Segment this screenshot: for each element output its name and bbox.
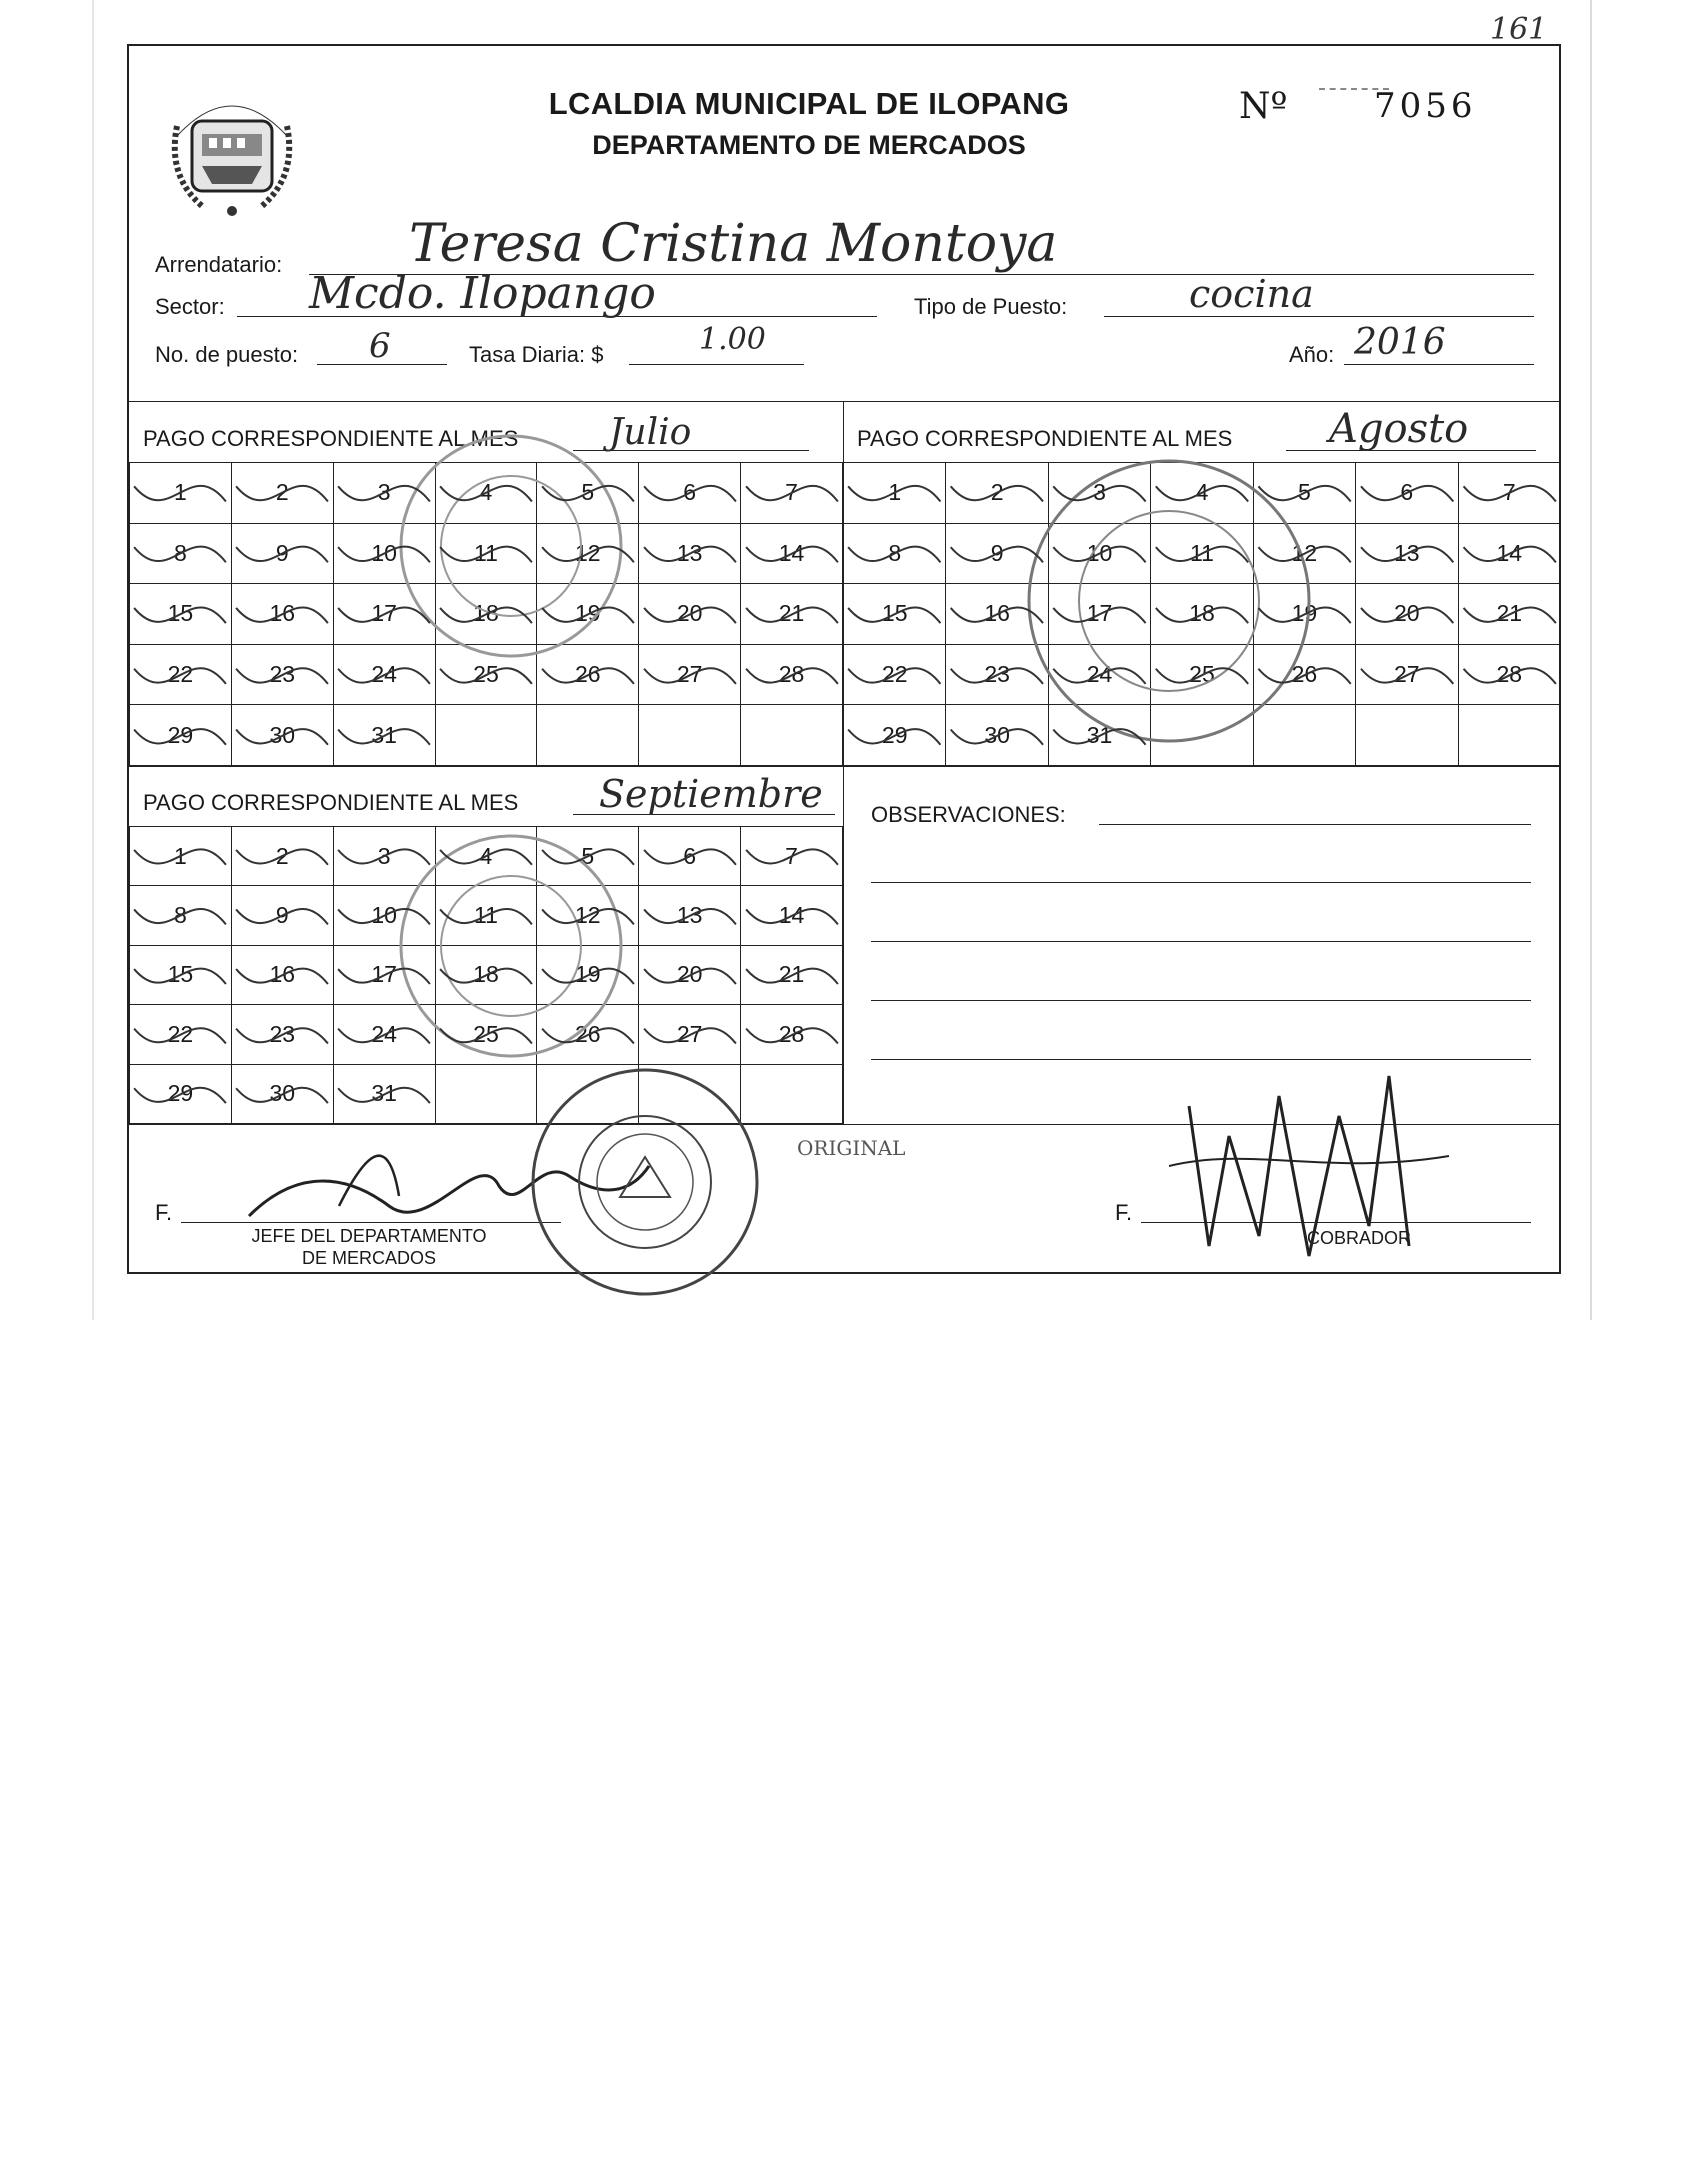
day-cell: 2 (231, 827, 333, 886)
day-cell: 24 (333, 1005, 435, 1064)
day-cell: 26 (537, 644, 639, 705)
day-cell: 6 (639, 827, 741, 886)
day-cell: 5 (537, 827, 639, 886)
day-cell: 15 (130, 945, 232, 1004)
day-cell: 28 (1458, 644, 1560, 705)
municipal-seal-icon (157, 76, 307, 226)
day-cell: 8 (130, 523, 232, 584)
stamp-agosto (1019, 451, 1319, 751)
right-signature-drawing (1169, 1056, 1469, 1266)
day-cell: 6 (639, 463, 741, 524)
tasa-label: Tasa Diaria: $ (469, 342, 604, 367)
day-cell: 12 (537, 523, 639, 584)
day-cell: 18 (435, 945, 537, 1004)
day-cell (741, 705, 843, 766)
day-cell: 4 (435, 827, 537, 886)
day-cell: 18 (1151, 584, 1253, 645)
scan-edge-right (1590, 0, 1592, 1320)
day-cell: 21 (741, 584, 843, 645)
day-cell: 2 (946, 463, 1048, 524)
month-septiembre-value: Septiembre (599, 772, 823, 816)
day-cell: 28 (741, 644, 843, 705)
day-cell: 3 (1048, 463, 1150, 524)
puesto-label: No. de puesto: (155, 342, 299, 367)
day-cell: 25 (435, 644, 537, 705)
day-cell: 31 (333, 1064, 435, 1123)
observaciones-label: OBSERVACIONES: (871, 802, 1066, 827)
day-cell: 1 (844, 463, 946, 524)
arrendatario-value: Teresa Cristina Montoya (409, 214, 1058, 274)
day-cell: 18 (435, 584, 537, 645)
day-cell: 16 (231, 945, 333, 1004)
original-label: ORIGINAL (797, 1136, 906, 1160)
day-cell: 20 (639, 945, 741, 1004)
day-cell: 29 (844, 705, 946, 766)
day-cell: 23 (946, 644, 1048, 705)
month-agosto-label: PAGO CORRESPONDIENTE AL MES (857, 426, 1233, 451)
day-cell: 3 (333, 827, 435, 886)
day-cell: 9 (946, 523, 1048, 584)
header-subtitle: DEPARTAMENTO DE MERCADOS (592, 130, 1026, 160)
day-cell: 20 (1356, 584, 1458, 645)
day-cell: 14 (741, 523, 843, 584)
day-row (130, 705, 843, 766)
observaciones-line-2 (871, 941, 1531, 942)
day-cell: 5 (537, 463, 639, 524)
observaciones-line-0 (1099, 824, 1531, 825)
day-cell: 31 (333, 705, 435, 766)
day-cell: 4 (435, 463, 537, 524)
right-signature-f: F. (1115, 1200, 1133, 1225)
day-cell: 5 (1253, 463, 1355, 524)
day-cell: 16 (946, 584, 1048, 645)
left-signature-caption-1: JEFE DEL DEPARTAMENTO (251, 1226, 487, 1246)
number-label: Nº (1239, 86, 1288, 127)
day-cell: 1 (130, 463, 232, 524)
day-cell: 28 (741, 1005, 843, 1064)
day-cell: 27 (639, 1005, 741, 1064)
day-cell: 1 (130, 827, 232, 886)
day-cell (537, 705, 639, 766)
day-cell: 7 (741, 827, 843, 886)
day-cell: 11 (435, 523, 537, 584)
arrendatario-label: Arrendatario: (155, 252, 283, 277)
day-cell: 29 (130, 705, 232, 766)
day-cell: 8 (844, 523, 946, 584)
left-signature-f: F. (155, 1200, 173, 1225)
day-cell: 13 (639, 523, 741, 584)
number-value: 7056 (1374, 86, 1477, 126)
left-signature-caption-2: DE MERCADOS (301, 1248, 436, 1268)
day-cell: 2 (231, 463, 333, 524)
day-cell: 22 (130, 1005, 232, 1064)
day-cell: 26 (1253, 644, 1355, 705)
month-julio-label: PAGO CORRESPONDIENTE AL MES (143, 426, 519, 451)
day-cell: 11 (435, 886, 537, 945)
day-cell: 30 (946, 705, 1048, 766)
day-cell (639, 705, 741, 766)
day-cell: 23 (231, 644, 333, 705)
observaciones-line-3 (871, 1000, 1531, 1001)
day-cell: 25 (435, 1005, 537, 1064)
day-cell: 14 (741, 886, 843, 945)
scan-edge-left (92, 0, 94, 1320)
day-cell: 19 (537, 945, 639, 1004)
tasa-value: 1.00 (699, 322, 766, 357)
day-cell: 23 (231, 1005, 333, 1064)
day-cell: 27 (639, 644, 741, 705)
day-cell: 21 (1458, 584, 1560, 645)
day-cell: 24 (1048, 644, 1150, 705)
stamp-alcaldia-seal (525, 1062, 765, 1302)
day-cell: 17 (333, 584, 435, 645)
day-cell: 10 (333, 523, 435, 584)
day-cell (435, 705, 537, 766)
day-cell: 3 (333, 463, 435, 524)
stamp-septiembre (391, 826, 631, 1066)
day-cell: 10 (333, 886, 435, 945)
day-cell: 12 (537, 886, 639, 945)
puesto-value: 6 (369, 326, 391, 366)
day-cell: 8 (130, 886, 232, 945)
section-divider-middle (129, 766, 1561, 767)
day-cell: 10 (1048, 523, 1150, 584)
day-cell: 11 (1151, 523, 1253, 584)
anio-line (1344, 364, 1534, 365)
day-cell: 30 (231, 705, 333, 766)
sector-value: Mcdo. Ilopango (309, 268, 656, 319)
day-cell: 14 (1458, 523, 1560, 584)
day-cell: 17 (333, 945, 435, 1004)
day-cell: 9 (231, 523, 333, 584)
tasa-line (629, 364, 804, 365)
day-cell (1356, 705, 1458, 766)
anio-label: Año: (1289, 342, 1335, 367)
day-cell: 22 (844, 644, 946, 705)
stamp-julio (391, 426, 631, 666)
day-cell: 19 (1253, 584, 1355, 645)
month-septiembre-label: PAGO CORRESPONDIENTE AL MES (143, 790, 519, 815)
sector-label: Sector: (155, 294, 225, 319)
day-cell: 16 (231, 584, 333, 645)
day-cell: 7 (1458, 463, 1560, 524)
anio-value: 2016 (1354, 322, 1446, 363)
day-cell: 9 (231, 886, 333, 945)
right-signature-caption: COBRADOR (1306, 1228, 1411, 1248)
day-cell: 27 (1356, 644, 1458, 705)
tipo-value: cocina (1189, 272, 1314, 316)
section-divider-top (129, 401, 1561, 402)
day-cell: 29 (130, 1064, 232, 1123)
tipo-label: Tipo de Puesto: (914, 294, 1068, 319)
day-cell: 30 (231, 1064, 333, 1123)
day-cell: 21 (741, 945, 843, 1004)
day-cell: 4 (1151, 463, 1253, 524)
day-cell: 7 (741, 463, 843, 524)
day-cell: 15 (844, 584, 946, 645)
day-cell: 6 (1356, 463, 1458, 524)
month-julio-value: Julio (609, 412, 692, 453)
tipo-line (1104, 316, 1534, 317)
day-cell: 24 (333, 644, 435, 705)
receipt-form (127, 44, 1561, 1274)
page-number: 161 (1490, 12, 1548, 47)
day-cell: 13 (1356, 523, 1458, 584)
day-cell: 17 (1048, 584, 1150, 645)
observaciones-line-1 (871, 882, 1531, 883)
day-cell: 25 (1151, 644, 1253, 705)
day-cell: 15 (130, 584, 232, 645)
day-cell: 31 (1048, 705, 1150, 766)
day-cell: 22 (130, 644, 232, 705)
day-cell: 19 (537, 584, 639, 645)
header-title: LCALDIA MUNICIPAL DE ILOPANG (548, 86, 1070, 121)
day-cell: 13 (639, 886, 741, 945)
day-cell (1458, 705, 1560, 766)
month-agosto-value: Agosto (1329, 406, 1469, 452)
day-cell: 26 (537, 1005, 639, 1064)
day-cell: 12 (1253, 523, 1355, 584)
day-cell: 20 (639, 584, 741, 645)
